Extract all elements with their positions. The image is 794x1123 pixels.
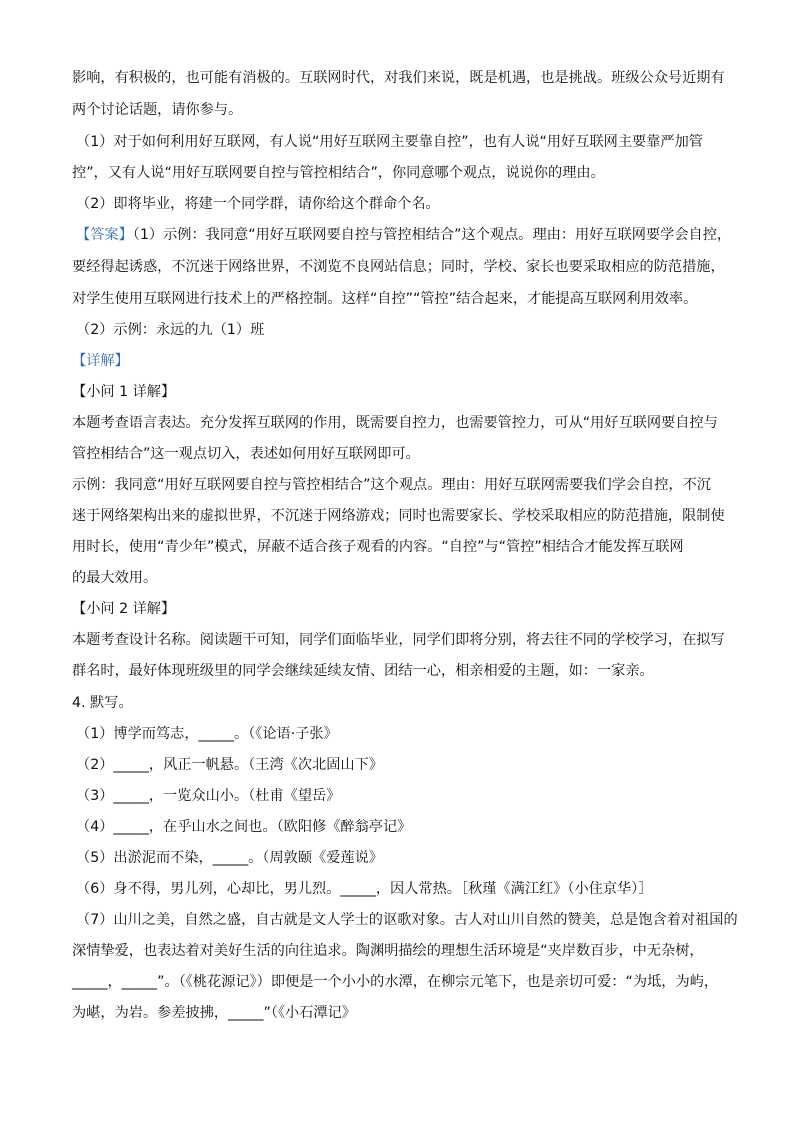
question-item: （6）身不得，男儿列，心却比，男儿烈。_____，因人常热。［秋瑾《满江红》（小住京华）］ [76,881,653,897]
question-item: （1）博学而笃志，_____。（《论语·子张》 [76,726,338,742]
section-heading: 【小问 1 详解】 [72,384,176,400]
text-line: 两个讨论话题，请你参与。 [72,102,243,118]
text-line: 群名时，最好体现班级里的同学会继续延续友情、团结一心，相亲相爱的主题，如：一家亲。 [72,663,654,679]
text-line: 迷于网络架构出来的虚拟世界，不沉迷于网络游戏；同时也需要家长、学校采取相应的防范措施，限制使 [72,508,725,524]
text-line: 影响，有积极的，也可能有消极的。互联网时代，对我们来说，既是机遇，也是挑战。班级公众号近期有 [72,70,725,86]
text-line: 管控相结合”这一观点切入，表述如何用好互联网即可。 [72,446,420,462]
section-heading-detail: 【详解】 [72,353,129,369]
question-item: （5）出淤泥而不染，_____。（周敦颐《爱莲说》 [76,850,383,866]
text-line: 示例：我同意“用好互联网要自控与管控相结合”这个观点。理由：用好互联网需要我们学会自控，不沉 [72,477,711,493]
text-line: （1）对于如何利用好互联网，有人说“用好互联网主要靠自控”，也有人说“用好互联网主要靠严加管 [76,134,703,150]
text-line: 本题考查设计名称。阅读题干可知，同学们面临毕业，同学们即将分别，将去往不同的学校学习，在拟写 [72,632,725,648]
answer-tag: 【答案】 [76,227,133,243]
answer-line [76,225,731,245]
text-line: _____，_____”。（《桃花源记》）即便是一个小小的水潭，在柳宗元笔下，也是亲切可爱：“为坻，为屿， [72,974,719,990]
text-line: 控”，又有人说“用好互联网要自控与管控相结合”，你同意哪个观点，说说你的理由。 [72,165,605,181]
text-line: 深情挚爱，也表达着对美好生活的向往追求。陶渊明描绘的理想生活环境是“夹岸数百步，中无杂树， [72,943,704,959]
question-item: （2）_____，风正一帆悬。（王湾《次北固山下》 [76,757,383,773]
question-item: （3）_____，一览众山小。（杜甫《望岳》 [76,788,341,804]
text-line: 本题考查语言表达。充分发挥互联网的作用，既需要自控力，也需要管控力，可从“用好互联网要自控与 [72,415,718,431]
text-line: （2）即将毕业，将建一个同学群，请你给这个群命个名。 [76,196,440,212]
section-heading: 【小问 2 详解】 [72,601,176,617]
text-line: 要经得起诱惑，不沉迷于网络世界，不浏览不良网站信息；同时，学校、家长也要采取相应的防范措施， [72,259,725,275]
text-line: 用时长，使用“青少年”模式，屏蔽不适合孩子观看的内容。“自控”与“管控”相结合才能发挥互联网 [72,539,684,555]
answer-text: （1）示例：我同意“用好互联网要自控与管控相结合”这个观点。理由：用好互联网要学会自控， [132,227,732,243]
text-line: （2）示例：永远的九（1）班 [76,322,265,338]
text-line: 的最大效用。 [72,570,158,586]
question-item: （4）_____，在乎山水之间也。（欧阳修《醉翁亭记》 [76,819,412,835]
text-line: 对学生使用互联网进行技术上的严格控制。这样“自控”“管控”结合起来，才能提高互联网利用效率。 [72,291,698,307]
text-line: 为嵁，为岩。参差披拂，_____”（《小石潭记》 [72,1005,356,1021]
question-item: （7）山川之美，自然之盛，自古就是文人学士的讴歌对象。古人对山川自然的赞美，总是饱含着对祖国的 [76,912,738,928]
question-title: 4. 默写。 [72,695,133,711]
